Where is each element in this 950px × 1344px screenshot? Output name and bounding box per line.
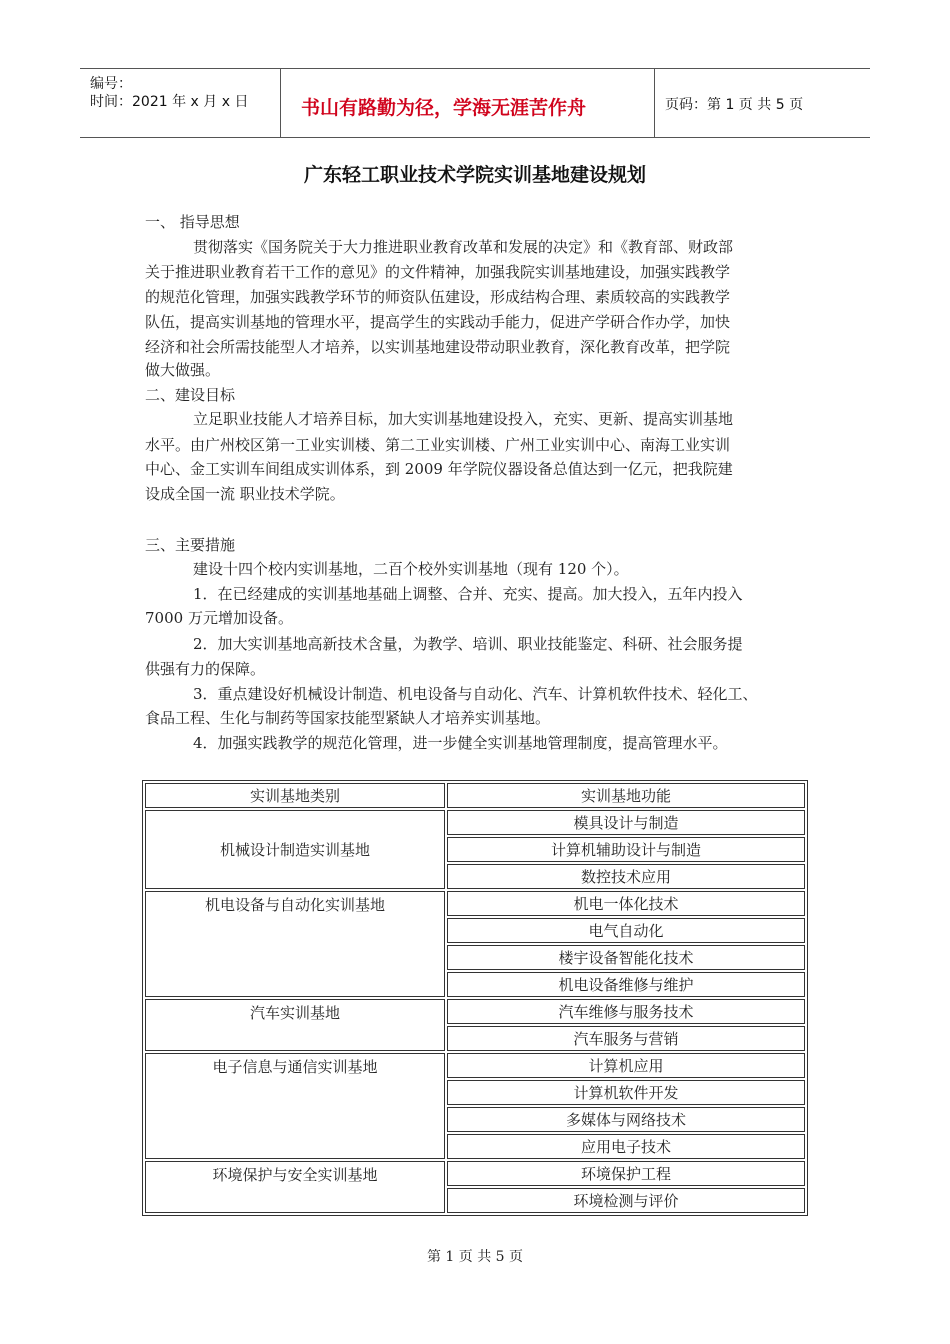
section-2-line: 中心、金工实训车间组成实训体系，到 2009 年学院仪器设备总值达到一亿元，把我院建 [145, 460, 733, 478]
function-cell: 机电设备维修与维护 [447, 972, 805, 997]
training-base-table [142, 780, 808, 1216]
motto-text: 书山有路勤为径，学海无涯苦作舟 [301, 97, 587, 119]
category-cell: 机械设计制造实训基地 [145, 810, 445, 889]
section-1-line: 经济和社会所需技能型人才培养，以实训基地建设带动职业教育，深化教育改革，把学院 [145, 338, 731, 356]
table-row [145, 999, 805, 1024]
function-cell: 电气自动化 [447, 918, 805, 943]
section-1-line: 的规范化管理，加强实践教学环节的师资队伍建设，形成结构合理、素质较高的实践教学 [145, 288, 731, 306]
category-cell: 电子信息与通信实训基地 [145, 1053, 445, 1159]
section-3-line: 7000 万元增加设备。 [145, 609, 293, 627]
header-motto-cell [280, 69, 655, 137]
section-3-line: 供强有力的保障。 [145, 660, 266, 678]
section-2-line: 水平。由广州校区第一工业实训楼、第二工业实训楼、广州工业实训中心、南海工业实训 [145, 436, 731, 454]
section-1-line: 贯彻落实《国务院关于大力推进职业教育改革和发展的决定》和《教育部、财政部 [193, 238, 734, 256]
table-header-cell: 实训基地类别 [145, 783, 445, 808]
table-row [145, 810, 805, 835]
section-1-line: 队伍，提高实训基地的管理水平，提高学生的实践动手能力，促进产学研合作办学，加快 [145, 313, 731, 331]
section-2-heading: 二、建设目标 [145, 386, 236, 404]
category-cell: 汽车实训基地 [145, 999, 445, 1051]
section-2-line: 立足职业技能人才培养目标，加大实训基地建设投入，充实、更新、提高实训基地 [193, 410, 734, 428]
section-1-line: 做大做强。 [145, 361, 221, 379]
table-header-cell: 实训基地功能 [447, 783, 805, 808]
function-cell: 模具设计与制造 [447, 810, 805, 835]
category-cell: 环境保护与安全实训基地 [145, 1161, 445, 1213]
section-3-line: 建设十四个校内实训基地，二百个校外实训基地（现有 120 个）。 [193, 560, 629, 578]
document-header [80, 68, 870, 138]
section-1-line: 关于推进职业教育若干工作的意见》的文件精神，加强我院实训基地建设，加强实践教学 [145, 263, 731, 281]
section-3-line: 3．重点建设好机械设计制造、机电设备与自动化、汽车、计算机软件技术、轻化工、 [193, 685, 758, 703]
document-time-label: 时间：2021 年 x 月 x 日 [90, 94, 249, 110]
section-3-line: 4．加强实践教学的规范化管理，进一步健全实训基地管理制度，提高管理水平。 [193, 734, 728, 752]
section-3-line: 2．加大实训基地高新技术含量，为教学、培训、职业技能鉴定、科研、社会服务提 [193, 635, 743, 653]
function-cell: 环境保护工程 [447, 1161, 805, 1186]
header-page-cell [655, 69, 870, 137]
document-title: 广东轻工职业技术学院实训基地建设规划 [303, 164, 646, 186]
function-cell: 汽车服务与营销 [447, 1026, 805, 1051]
function-cell: 计算机辅助设计与制造 [447, 837, 805, 862]
function-cell: 多媒体与网络技术 [447, 1107, 805, 1132]
function-cell: 楼宇设备智能化技术 [447, 945, 805, 970]
page-footer: 第 1 页 共 5 页 [426, 1249, 524, 1265]
section-1-heading: 一、 指导思想 [145, 213, 240, 231]
function-cell: 环境检测与评价 [447, 1188, 805, 1213]
table-header-row [145, 783, 805, 808]
document-number-label: 编号： [90, 76, 132, 92]
function-cell: 计算机应用 [447, 1053, 805, 1078]
function-cell: 计算机软件开发 [447, 1080, 805, 1105]
function-cell: 应用电子技术 [447, 1134, 805, 1159]
page-info-text: 页码：第 1 页 共 5 页 [665, 97, 804, 113]
section-3-line: 1．在已经建成的实训基地基础上调整、合并、充实、提高。加大投入，五年内投入 [193, 585, 743, 603]
function-cell: 汽车维修与服务技术 [447, 999, 805, 1024]
section-3-line: 食品工程、生化与制药等国家技能型紧缺人才培养实训基地。 [145, 709, 551, 727]
function-cell: 数控技术应用 [447, 864, 805, 889]
section-3-heading: 三、主要措施 [145, 536, 236, 554]
section-2-line: 设成全国一流 职业技术学院。 [145, 485, 345, 503]
header-meta-cell [80, 69, 280, 137]
table-row [145, 1053, 805, 1078]
category-cell: 机电设备与自动化实训基地 [145, 891, 445, 997]
table-row [145, 1161, 805, 1186]
function-cell: 机电一体化技术 [447, 891, 805, 916]
table-row [145, 891, 805, 916]
